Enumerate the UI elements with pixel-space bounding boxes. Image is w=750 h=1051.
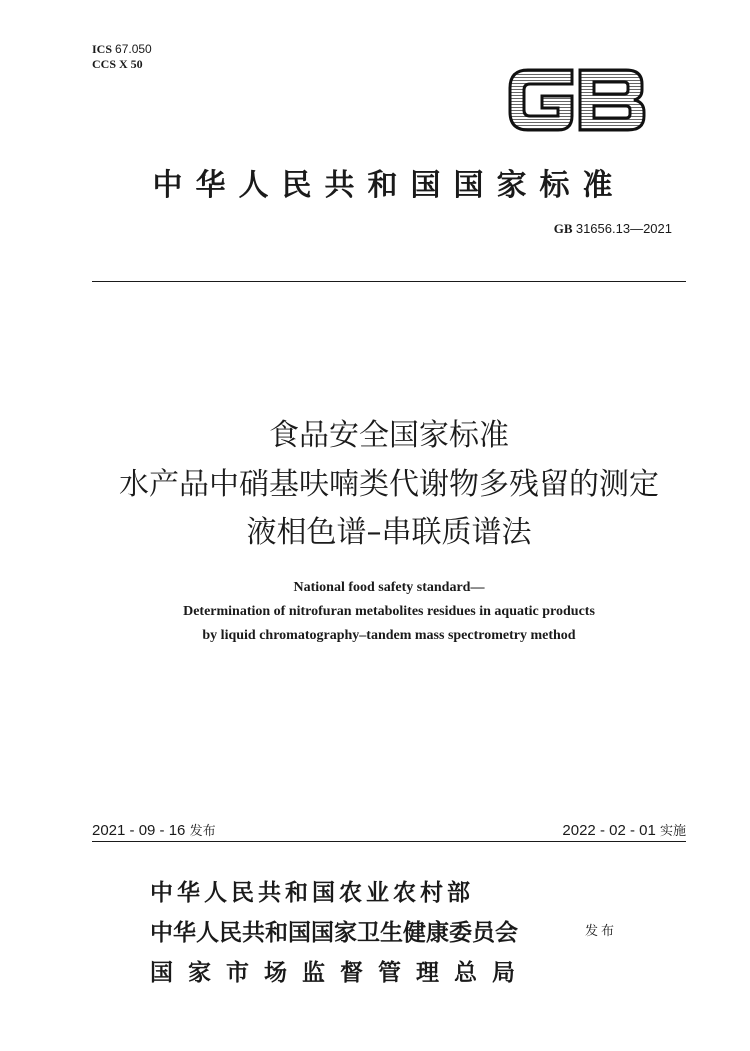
implement-date-value: 2022 - 02 - 01	[562, 822, 656, 839]
bottom-divider	[92, 841, 686, 842]
ics-label: ICS	[92, 42, 113, 56]
issuer-ministry-agriculture: 中华人民共和国农业农村部	[150, 879, 474, 906]
ccs-label: CCS	[92, 57, 117, 71]
issue-date-value: 2021 - 09 - 16	[92, 822, 186, 839]
top-divider	[92, 281, 686, 282]
title-en-line3: by liquid chromatography–tandem mass spectrometry method	[202, 628, 576, 643]
title-cn-line2: 水产品中硝基呋喃类代谢物多残留的测定	[119, 467, 659, 502]
standard-number-prefix: GB	[553, 221, 573, 236]
classification-codes	[92, 42, 152, 72]
publish-label: 发布	[585, 924, 618, 939]
ccs-code-row	[92, 57, 152, 72]
issuer-market-regulation: 国家市场监督管理总局	[150, 959, 530, 986]
ics-code: 67.050	[115, 42, 152, 56]
issuer-health-commission: 中华人民共和国国家卫生健康委员会	[150, 919, 518, 946]
implement-date	[562, 820, 686, 839]
issue-date-label: 发布	[189, 824, 216, 839]
standard-number-value: 31656.13—2021	[575, 221, 672, 236]
title-en-line1: National food safety standard—	[293, 580, 485, 595]
title-cn-line1: 食品安全国家标准	[269, 418, 509, 453]
issue-date	[92, 820, 216, 839]
title-cn-line3: 液相色谱–串联质谱法	[246, 515, 532, 550]
title-en-line2: Determination of nitrofuran metabolites residues in aquatic products	[183, 604, 595, 619]
gb-logo-icon	[506, 64, 648, 136]
implement-date-label: 实施	[659, 824, 686, 839]
standard-number	[554, 221, 672, 237]
ccs-code: X 50	[119, 57, 143, 71]
standard-type-title: 中华人民共和国国家标准	[152, 168, 626, 203]
ics-code-row	[92, 42, 152, 57]
